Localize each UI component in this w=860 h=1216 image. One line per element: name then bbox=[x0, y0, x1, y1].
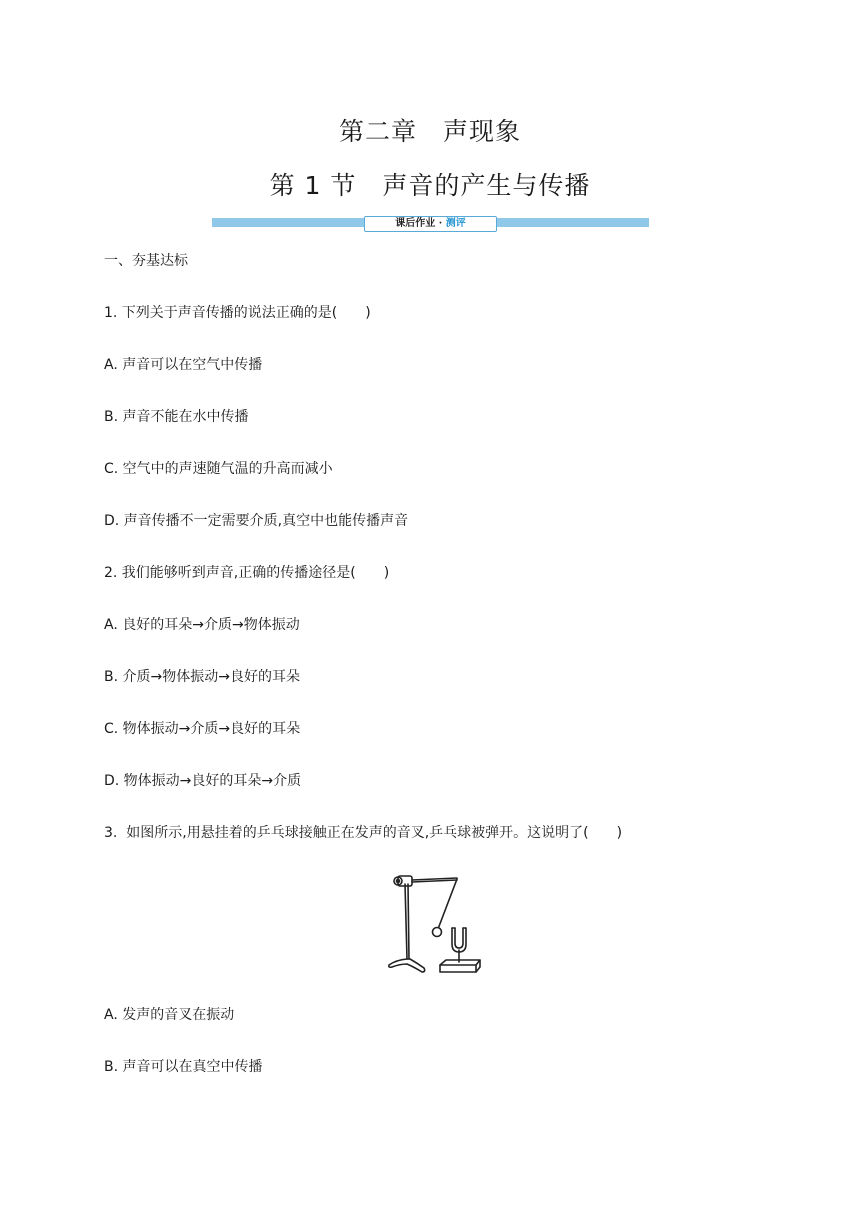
part-heading: 一、夯基达标 bbox=[104, 253, 188, 269]
tuning-fork-pingpong-figure bbox=[380, 866, 490, 978]
question-2-option-b: B. 介质→物体振动→良好的耳朵 bbox=[104, 669, 300, 685]
question-1-option-d: D. 声音传播不一定需要介质,真空中也能传播声音 bbox=[104, 513, 409, 529]
ping-pong-ball bbox=[433, 928, 442, 937]
question-1-stem: 1. 下列关于声音传播的说法正确的是( ) bbox=[104, 305, 371, 321]
question-1-option-a: A. 声音可以在空气中传播 bbox=[104, 357, 263, 373]
homework-banner bbox=[212, 216, 649, 228]
question-3-option-a: A. 发声的音叉在振动 bbox=[104, 1007, 235, 1023]
question-2-stem: 2. 我们能够听到声音,正确的传播途径是( ) bbox=[104, 565, 390, 581]
question-2-option-a: A. 良好的耳朵→介质→物体振动 bbox=[104, 617, 300, 633]
question-3-stem: 3. 如图所示,用悬挂着的乒乓球接触正在发声的音叉,乒乓球被弹开。这说明了( ) bbox=[104, 825, 623, 841]
section-title: 第 1 节 声音的产生与传播 bbox=[269, 171, 591, 200]
question-2-option-d: D. 物体振动→良好的耳朵→介质 bbox=[104, 773, 302, 789]
question-3-option-b: B. 声音可以在真空中传播 bbox=[104, 1059, 263, 1075]
question-1-option-c: C. 空气中的声速随气温的升高而减小 bbox=[104, 461, 333, 477]
question-2-option-c: C. 物体振动→介质→良好的耳朵 bbox=[104, 721, 301, 737]
banner-label-highlight: 测评 bbox=[445, 218, 466, 229]
banner-label bbox=[364, 216, 497, 232]
chapter-title: 第二章 声现象 bbox=[338, 117, 521, 146]
question-1-option-b: B. 声音不能在水中传播 bbox=[104, 409, 249, 425]
banner-label-main: 课后作业 · bbox=[395, 218, 446, 229]
